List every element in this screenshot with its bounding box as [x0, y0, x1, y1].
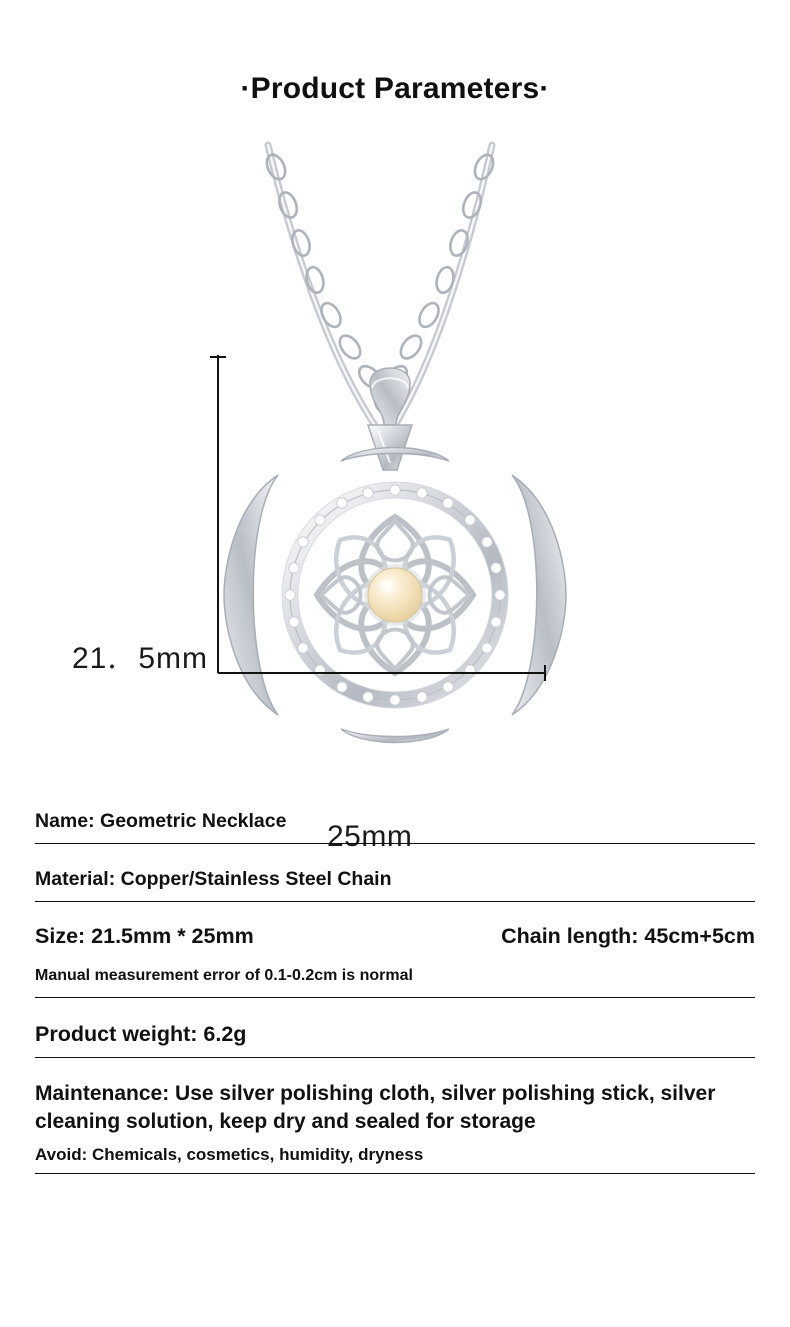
- page-title: ·Product Parameters·: [240, 72, 550, 105]
- spec-row-name: [35, 808, 755, 844]
- spec-row-weight: [35, 1020, 755, 1059]
- spec-avoid-value: Avoid: Chemicals, cosmetics, humidity, dryness: [35, 1144, 424, 1164]
- dimension-height-label: 21．5mm: [72, 642, 209, 675]
- spec-measurement-note: Manual measurement error of 0.1-0.2cm is normal: [35, 967, 413, 985]
- spec-row-maintenance: [35, 1080, 755, 1174]
- dimension-width-label: 25mm: [327, 820, 413, 853]
- center-opal-stone: [364, 564, 426, 626]
- spec-row-material: [35, 866, 755, 902]
- spec-row-size: [35, 924, 755, 997]
- spec-maintenance-value: Maintenance: Use silver polishing cloth, silver polishing stick, silver cleaning solution, keep dry and sealed for storage: [35, 1082, 716, 1134]
- spec-material-value: Material: Copper/Stainless Steel Chain: [35, 868, 392, 891]
- spec-weight-value: Product weight: 6.2g: [35, 1021, 247, 1046]
- product-parameters-list: [35, 808, 755, 1174]
- spec-name-value: Name: Geometric Necklace: [35, 810, 287, 832]
- spec-size-value: Size: 21.5mm * 25mm: [35, 924, 254, 949]
- spec-chain-length-value: Chain length: 45cm+5cm: [501, 924, 755, 949]
